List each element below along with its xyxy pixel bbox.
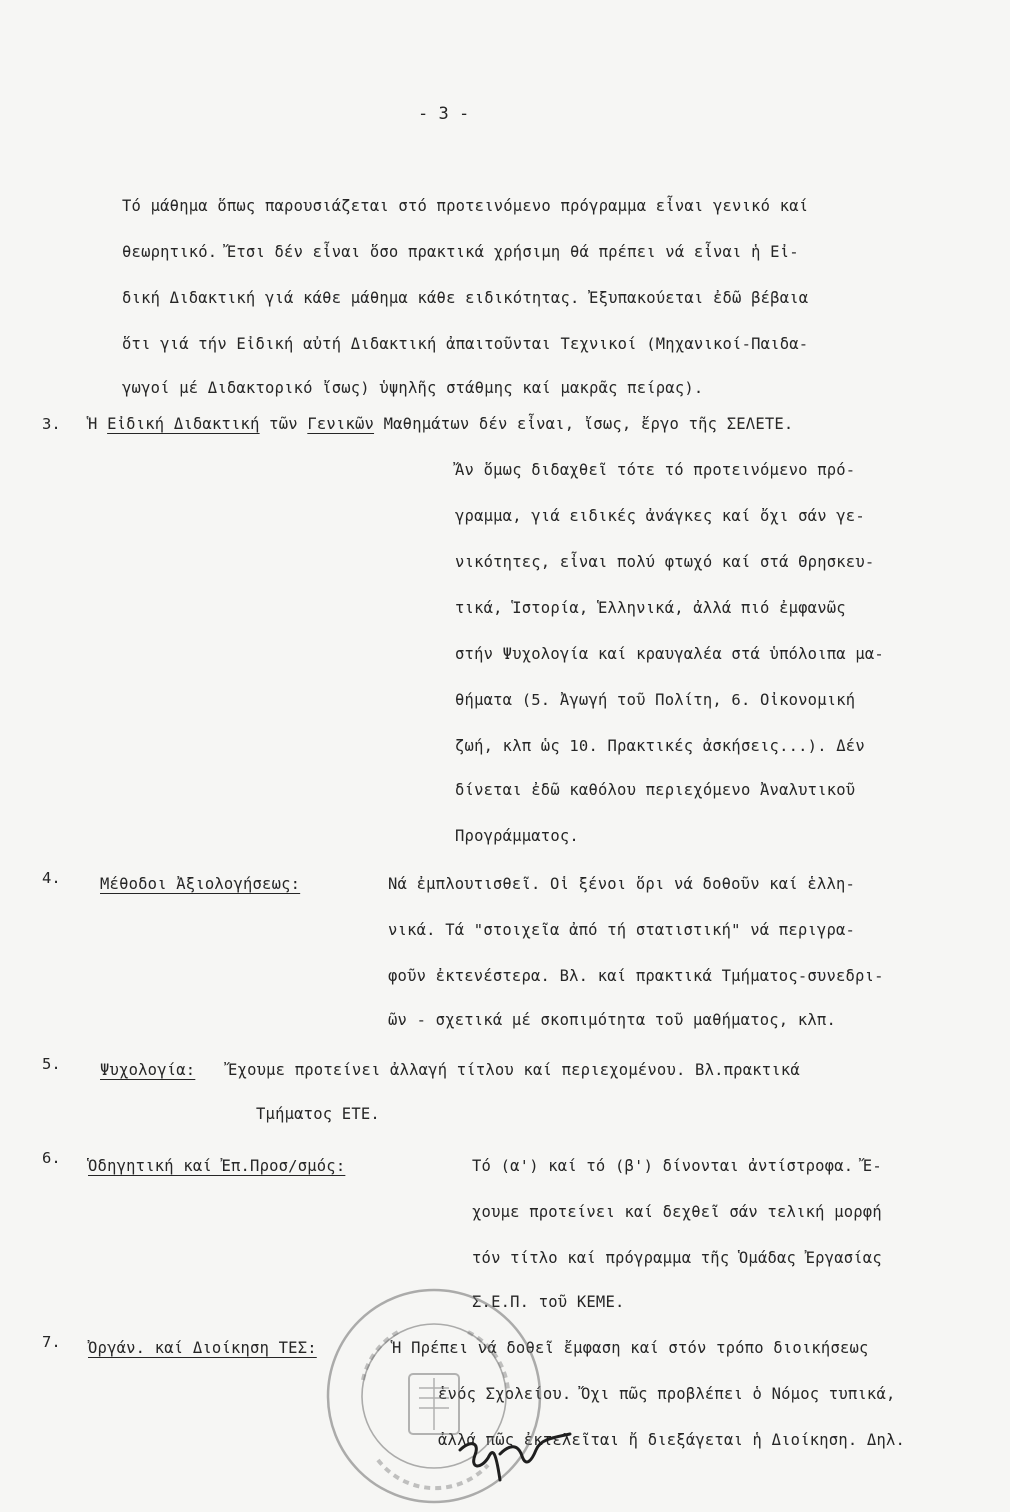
item-number: 7.	[42, 1333, 61, 1351]
item-line: Τμήματος ΕΤΕ.	[256, 1105, 380, 1123]
item-line: στήν Ψυχολογία καί κραυγαλέα στά ὑπόλοιπα μα-	[455, 645, 884, 663]
item-line: Ἡ Πρέπει νά δοθεῖ ἔμφαση καί στόν τρόπο διοικήσεως	[392, 1339, 869, 1357]
heading-part: Μαθημάτων δέν εἶναι, ἴσως, ἔργο τῆς ΣΕΛΕΤΕ.	[383, 415, 794, 433]
item-number: 5.	[42, 1055, 61, 1073]
item-line: νικά. Τά "στοιχεῖα ἀπό τή στατιστική" νά περιγρα-	[388, 921, 856, 939]
item-heading: Ψυχολογία:	[100, 1061, 196, 1079]
item-line: ἑνός Σχολείου. Ὄχι πῶς προβλέπει ὁ Νόμος τυπικά,	[438, 1385, 896, 1403]
item-line: τικά, Ἱστορία, Ἑλληνικά, ἀλλά πιό ἐμφανῶς	[455, 599, 846, 617]
heading-part: Εἰδική Διδακτική	[107, 415, 260, 433]
intro-line: ὅτι γιά τήν Εἰδική αὐτή Διδακτική ἀπαιτοῦνται Τεχνικοί (Μηχανικοί-Παιδα-	[122, 335, 809, 353]
item-line: ῶν - σχετικά μέ σκοπιμότητα τοῦ μαθήματος, κλπ.	[388, 1011, 836, 1029]
item-heading: Ὀργάν. καί Διοίκηση ΤΕΣ:	[88, 1339, 317, 1357]
item-line: Ἔχουμε προτείνει ἀλλαγή τίτλου καί περιεχομένου. Βλ.πρακτικά	[228, 1061, 800, 1079]
item-line: Νά ἐμπλουτισθεῖ. Οἱ ξένοι ὅρι νά δοθοῦν καί ἑλλη-	[388, 875, 856, 893]
intro-line: θεωρητικό. Ἔτσι δέν εἶναι ὅσο πρακτικά χρήσιμη θά πρέπει νά εἶναι ἡ Εἰ-	[122, 243, 799, 261]
item-line: νικότητες, εἶναι πολύ φτωχό καί στά Θρησκευ-	[455, 553, 875, 571]
intro-line: Τό μάθημα ὅπως παρουσιάζεται στό προτεινόμενο πρόγραμμα εἶναι γενικό καί	[122, 197, 809, 215]
item-line: δίνεται ἐδῶ καθόλου περιεχόμενο Ἀναλυτικοῦ	[455, 781, 856, 799]
item-line: Ἄν ὅμως διδαχθεῖ τότε τό προτεινόμενο πρό-	[455, 461, 856, 479]
item-line: τόν τίτλο καί πρόγραμμα τῆς Ὁμάδας Ἐργασίας	[472, 1249, 882, 1267]
heading-part: Γενικῶν	[307, 415, 375, 433]
heading-part: Ἡ	[88, 415, 98, 433]
item-line: γραμμα, γιά ειδικές ἀνάγκες καί ὄχι σάν γε-	[455, 507, 865, 525]
item-heading: Μέθοδοι Ἀξιολογήσεως:	[100, 875, 301, 893]
item-line: Σ.Ε.Π. τοῦ ΚΕΜΕ.	[472, 1293, 625, 1311]
item-line: θήματα (5. Ἀγωγή τοῦ Πολίτη, 6. Οἰκονομική	[455, 691, 856, 709]
item-number: 6.	[42, 1149, 61, 1167]
item-number: 3.	[42, 415, 61, 433]
intro-line: γωγοί μέ Διδακτορικό ἴσως) ὑψηλῆς στάθμης καί μακρᾶς πείρας).	[122, 379, 704, 397]
item-line: ἀλλά πῶς ἐκτελεῖται ἤ διεξάγεται ἡ Διοίκηση. Δηλ.	[438, 1431, 906, 1449]
item-heading: Ὁδηγητική καί Ἐπ.Προσ/σμός:	[88, 1157, 346, 1175]
item-number: 4.	[42, 869, 61, 887]
item-line: Τό (α') καί τό (β') δίνονται ἀντίστροφα. Ἔ-	[472, 1157, 882, 1175]
item-heading	[88, 414, 793, 434]
signature-icon	[440, 1410, 590, 1490]
item-line: χουμε προτείνει καί δεχθεῖ σάν τελική μορφή	[472, 1203, 882, 1221]
item-line: φοῦν ἐκτενέστερα. Βλ. καί πρακτικά Τμήματος-συνεδρι-	[388, 967, 884, 985]
intro-line: δική Διδακτική γιά κάθε μάθημα κάθε ειδικότητας. Ἐξυπακούεται ἐδῶ βέβαια	[122, 289, 809, 307]
item-line: ζωή, κλπ ὡς 10. Πρακτικές ἀσκήσεις...). Δέν	[455, 737, 865, 755]
page-number: - 3 -	[418, 104, 470, 124]
heading-part: τῶν	[269, 415, 298, 433]
item-line: Προγράμματος.	[455, 827, 579, 845]
